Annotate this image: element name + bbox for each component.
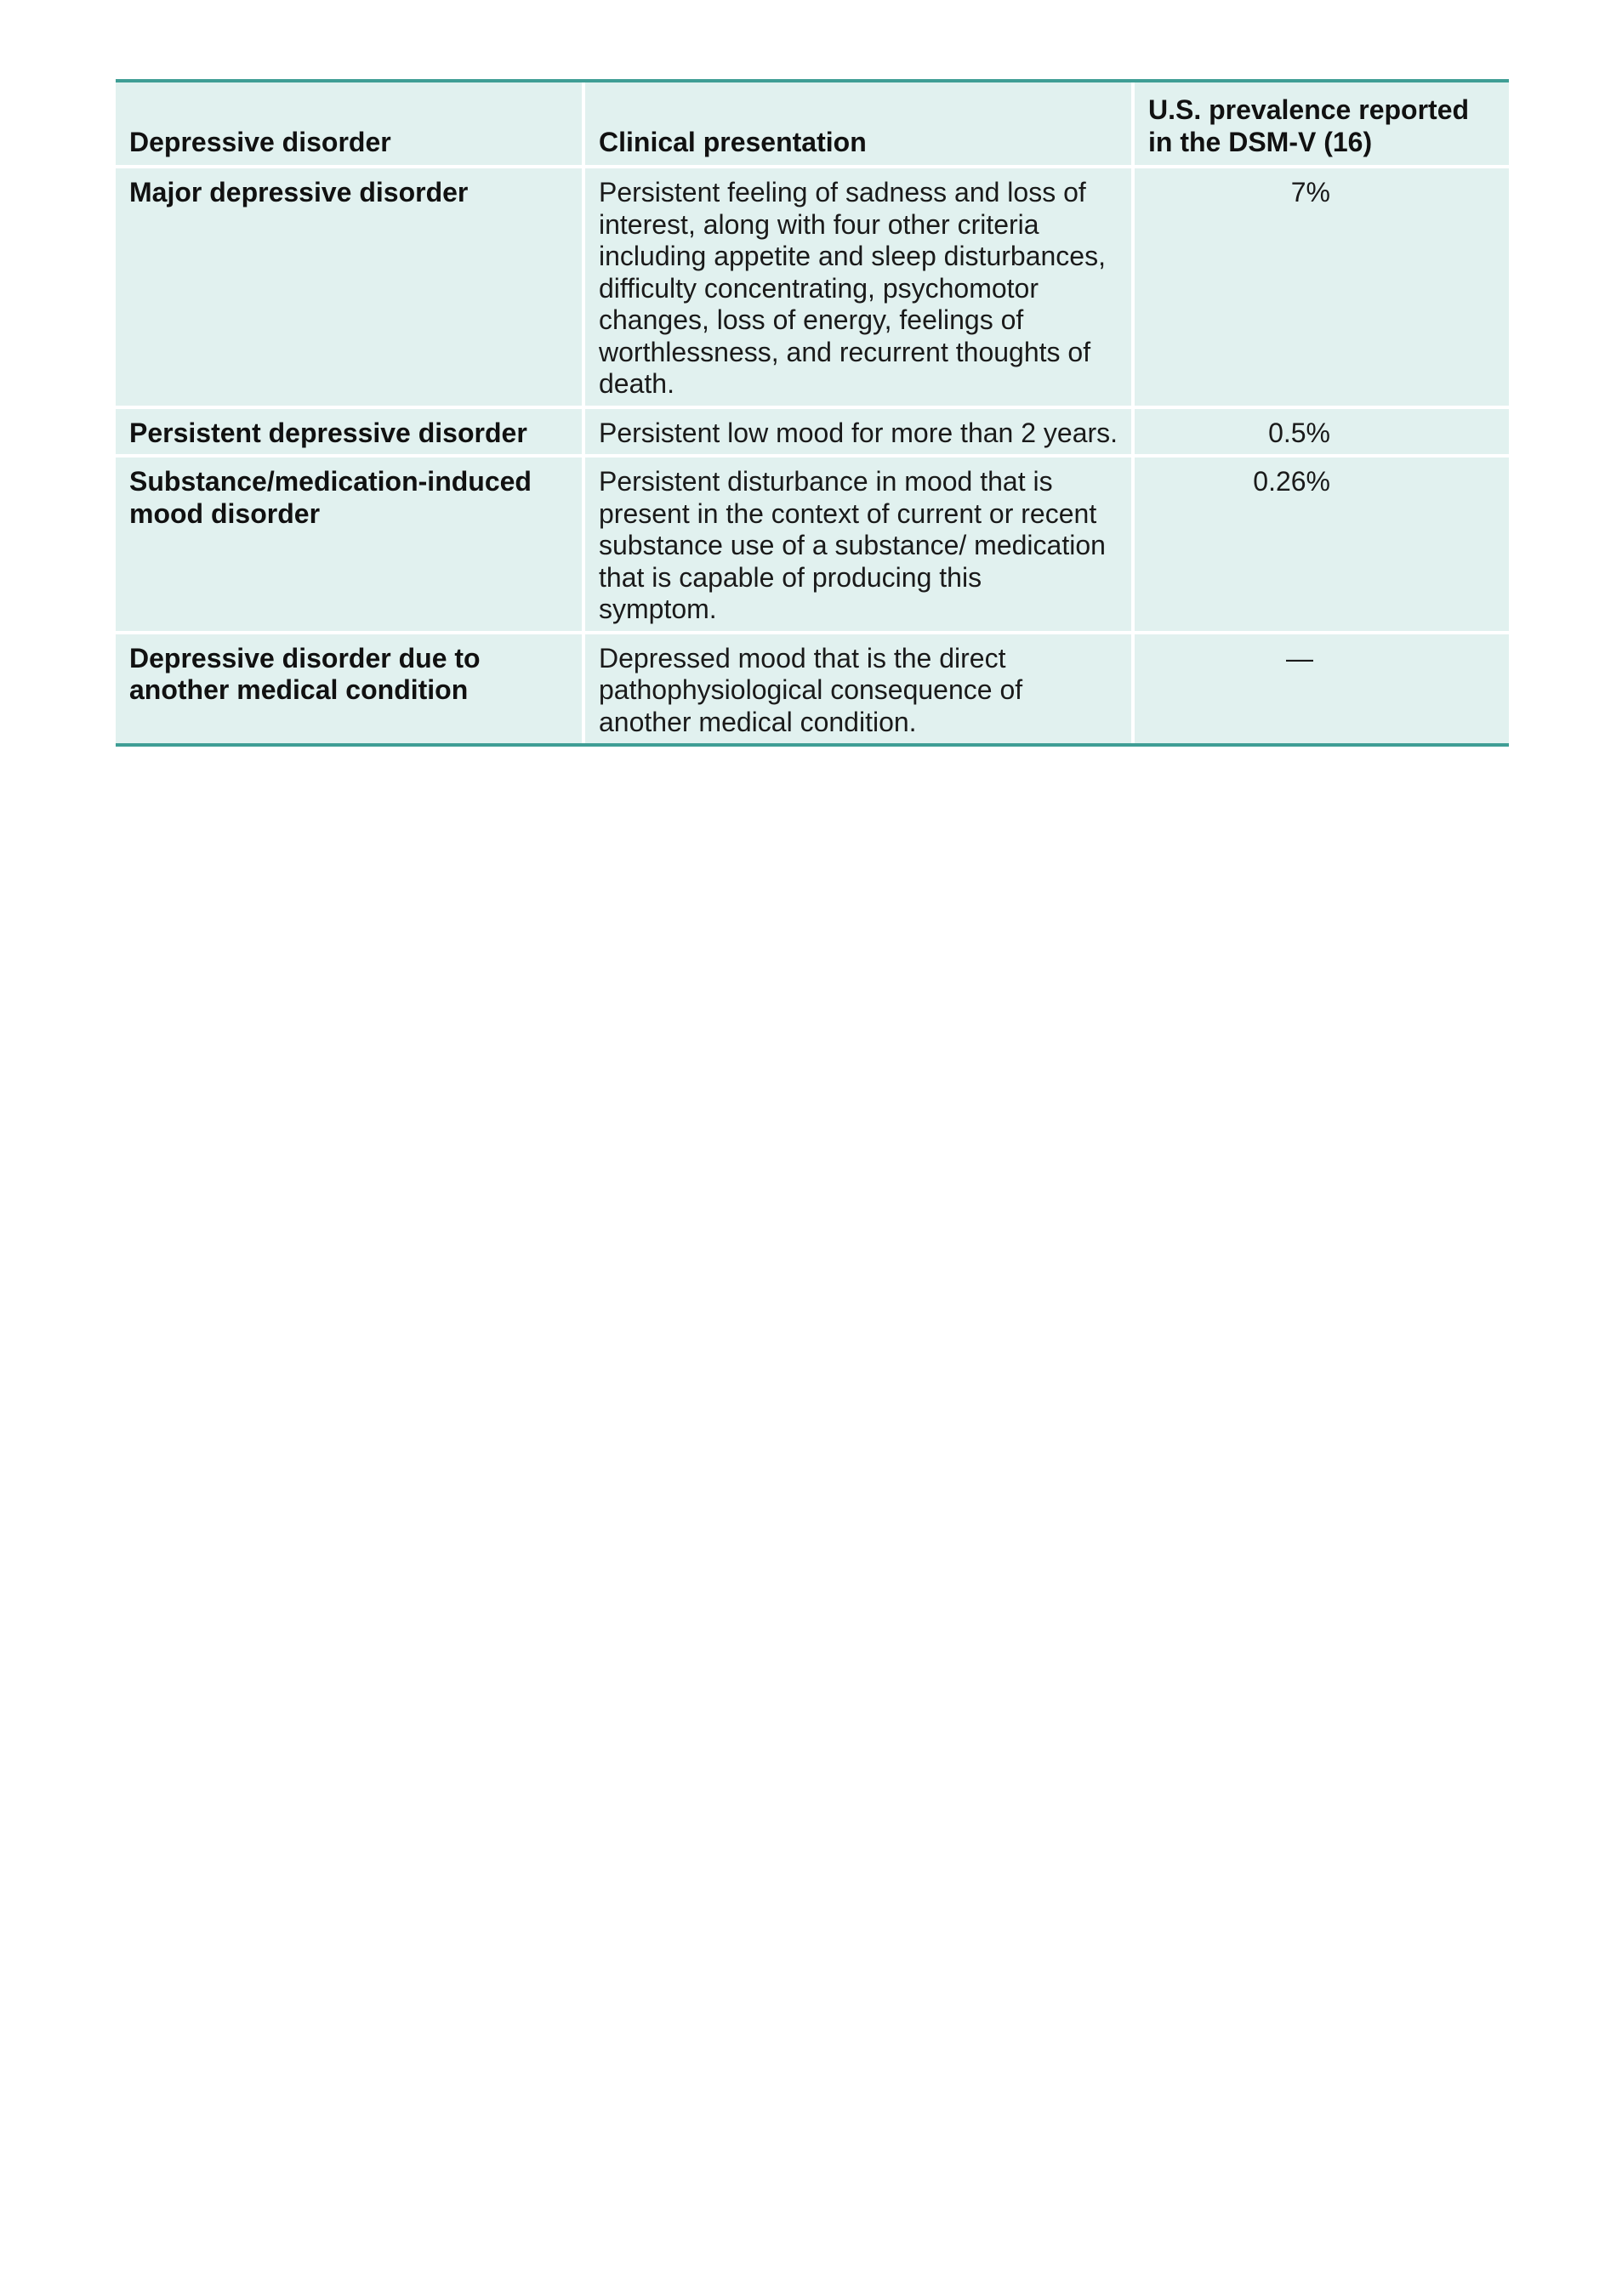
disorder-name: Substance/medication-induced mood disorder bbox=[116, 456, 583, 633]
header-clinical-presentation: Clinical presentation bbox=[583, 82, 1133, 167]
clinical-presentation: Depressed mood that is the direct pathophysiological consequence of another medical condition. bbox=[583, 633, 1133, 744]
disorder-table-grid bbox=[116, 82, 1509, 743]
clinical-presentation: Persistent feeling of sadness and loss of interest, along with four other criteria including appetite and sleep disturbances, difficulty concentrating, psychomotor changes, loss of energy, feelings of worthlessness, and recurrent thoughts of death. bbox=[583, 167, 1133, 407]
disorder-name: Persistent depressive disorder bbox=[116, 407, 583, 457]
disorder-table bbox=[116, 79, 1509, 747]
clinical-presentation: Persistent low mood for more than 2 years. bbox=[583, 407, 1133, 457]
table-row bbox=[116, 167, 1509, 407]
header-disorder: Depressive disorder bbox=[116, 82, 583, 167]
table-header-row bbox=[116, 82, 1509, 167]
table-row bbox=[116, 456, 1509, 633]
prevalence-value: 0.5% bbox=[1133, 407, 1509, 457]
clinical-presentation: Persistent disturbance in mood that is present in the context of current or recent substance use of a substance/ medication that is capable of producing this symptom. bbox=[583, 456, 1133, 633]
disorder-name: Major depressive disorder bbox=[116, 167, 583, 407]
prevalence-value: 0.26% bbox=[1133, 456, 1509, 633]
header-us-prevalence: U.S. prevalence reported in the DSM-V (16) bbox=[1133, 82, 1509, 167]
disorder-name: Depressive disorder due to another medical condition bbox=[116, 633, 583, 744]
prevalence-value: — bbox=[1133, 633, 1509, 744]
table-row bbox=[116, 633, 1509, 744]
table-row bbox=[116, 407, 1509, 457]
prevalence-value: 7% bbox=[1133, 167, 1509, 407]
